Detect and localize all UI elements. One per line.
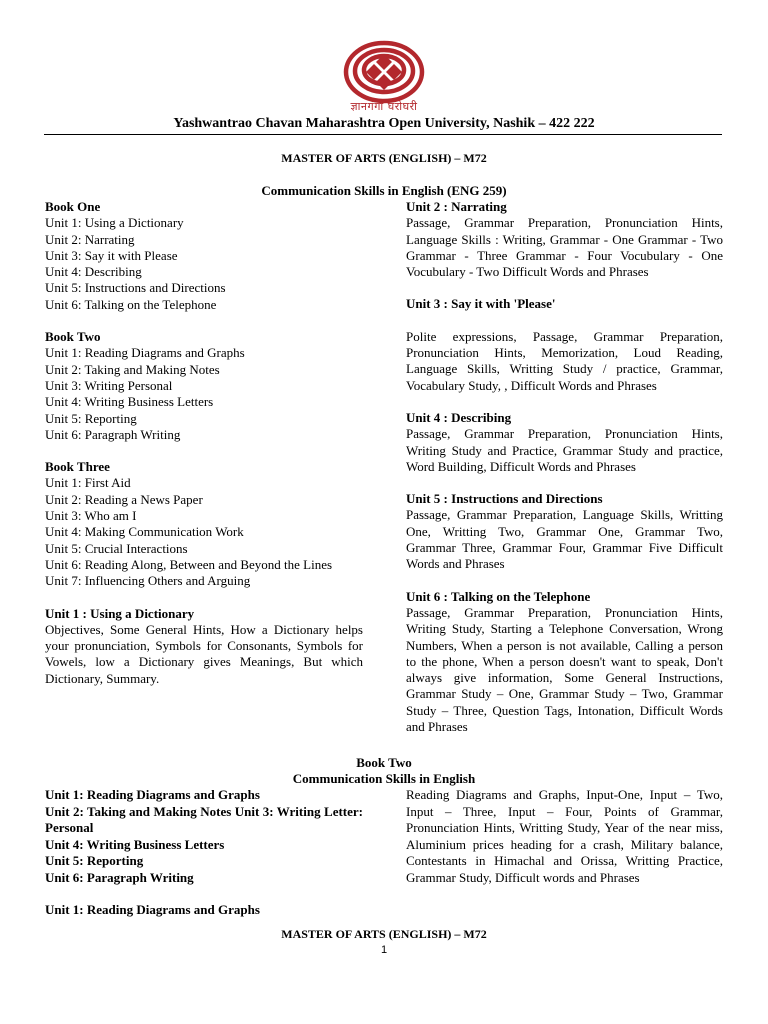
list-item: Unit 5: Instructions and Directions	[45, 280, 226, 296]
list-item: Unit 4: Writing Business Letters	[45, 394, 214, 410]
unit3-heading: Unit 3 : Say it with 'Please'	[406, 296, 556, 312]
list-item: Unit 3: Say it with Please	[45, 247, 178, 263]
program-title: MASTER OF ARTS (ENGLISH) – M72	[281, 151, 487, 165]
list-item: Unit 3: Who am I	[45, 508, 137, 524]
course-title: Communication Skills in English (ENG 259)	[261, 183, 507, 198]
list-item: Unit 4: Describing	[45, 264, 142, 280]
list-item: Unit 1: Reading Diagrams and Graphs	[45, 787, 260, 802]
logo-motto: ज्ञानगंगा घरोघरी	[350, 100, 418, 113]
unit4-heading: Unit 4 : Describing	[406, 409, 512, 425]
list-item: Unit 4: Writing Business Letters	[45, 836, 225, 852]
unit2-description: Passage, Grammar Preparation, Pronunciation Hints, Language Skills : Writing, Grammar - One Grammar - Two Grammar - Three Grammar - Four Vocubulary - One Vocubulary - Two Difficult Words and Phrases	[406, 215, 723, 280]
right-column	[406, 199, 723, 735]
list-item: Unit 6: Paragraph Writing	[45, 869, 194, 885]
list-item: Unit 3: Writing Personal	[45, 377, 173, 393]
book-two-section-title: Book Two	[356, 755, 412, 770]
book-one-title: Book One	[45, 199, 101, 214]
list-item: Unit 7: Influencing Others and Arguing	[45, 573, 251, 589]
university-name: Yashwantrao Chavan Maharashtra Open University, Nashik – 422 222	[173, 116, 595, 131]
list-item: Unit 6: Reading Along, Between and Beyond the Lines	[45, 556, 333, 572]
list-item: Unit 2: Reading a News Paper	[45, 491, 203, 507]
list-item: Unit 4: Making Communication Work	[45, 524, 244, 540]
unit1-description: Objectives, Some General Hints, How a Dictionary helps your pronunciation, Symbols for Consonants, Symbols for Vowels, low a Dictionary gives Meanings, But which Dictionary, Summary.	[45, 621, 363, 686]
list-item: Unit 1: Using a Dictionary	[45, 215, 184, 231]
book-two-description: Reading Diagrams and Graphs, Input-One, Input – Two, Input – Three, Input – Four, Points of Grammar, Pronunciation Hints, Writting Study, Year of the near miss, Aluminium prices heading for a crash, Military balance, Contestants in Himachal and Orissa, Writting Practice, Grammar Study, Difficult words and Phrases	[406, 787, 723, 885]
list-item: Unit 2: Narrating	[45, 231, 135, 247]
list-item: Unit 5: Reporting	[45, 853, 144, 869]
unit1-heading: Unit 1 : Using a Dictionary	[45, 605, 195, 621]
unit6-heading: Unit 6 : Talking on the Telephone	[406, 588, 591, 604]
list-item: Unit 5: Crucial Interactions	[45, 540, 188, 556]
book-two-section-subtitle: Communication Skills in English	[292, 771, 476, 786]
list-item: Unit 5: Reporting	[45, 410, 137, 426]
list-item: Unit 2: Taking and Making Notes	[45, 361, 220, 377]
book-two-unit1-heading: Unit 1: Reading Diagrams and Graphs	[45, 902, 260, 917]
unit6-description: Passage, Grammar Preparation, Pronunciation Hints, Writing Study, Starting a Telephone Conversation, Wrong Numbers, When a person is not available, Calling a person to the phone, When a person doesn't want to speak, Don't always give information, Some General Instructions, Grammar Study – One, Grammar Study – Two, Grammar Study – Three, Question Tags, Intonation, Difficult Words and Phrases	[406, 604, 723, 735]
left-column	[45, 199, 363, 687]
list-item: Unit 1: First Aid	[45, 475, 131, 491]
header-divider	[44, 134, 722, 135]
unit5-description: Passage, Grammar Preparation, Language Skills, Writting One, Writting Two, Grammar One, Grammar Two, Grammar Three, Grammar Four, Grammar Five Difficult Words and Phrases	[406, 507, 723, 572]
unit4-description: Passage, Grammar Preparation, Pronunciation Hints, Writing Study and Practice, Grammar Study and practice, Word Building, Difficult Words and Phrases	[406, 426, 723, 474]
list-item: Unit 2: Taking and Making Notes Unit 3: Writing Letter: Personal	[45, 803, 363, 836]
footer-program: MASTER OF ARTS (ENGLISH) – M72	[281, 927, 487, 941]
list-item: Unit 6: Talking on the Telephone	[45, 296, 217, 312]
unit5-heading: Unit 5 : Instructions and Directions	[406, 491, 603, 507]
unit3-description: Polite expressions, Passage, Grammar Preparation, Pronunciation Hints, Memorization, Loud Reading, Language Skills, Writting Study / practice, Grammar, Vocabulary Study, , Difficult Words and Phrases	[406, 328, 723, 393]
book-two-title: Book Two	[45, 329, 101, 345]
list-item: Unit 6: Paragraph Writing	[45, 426, 181, 442]
book-three-title: Book Three	[45, 459, 110, 475]
unit2-heading: Unit 2 : Narrating	[406, 199, 507, 214]
page-number: 1	[380, 944, 388, 956]
book-two-unit-list	[45, 787, 363, 887]
list-item: Unit 1: Reading Diagrams and Graphs	[45, 345, 245, 361]
